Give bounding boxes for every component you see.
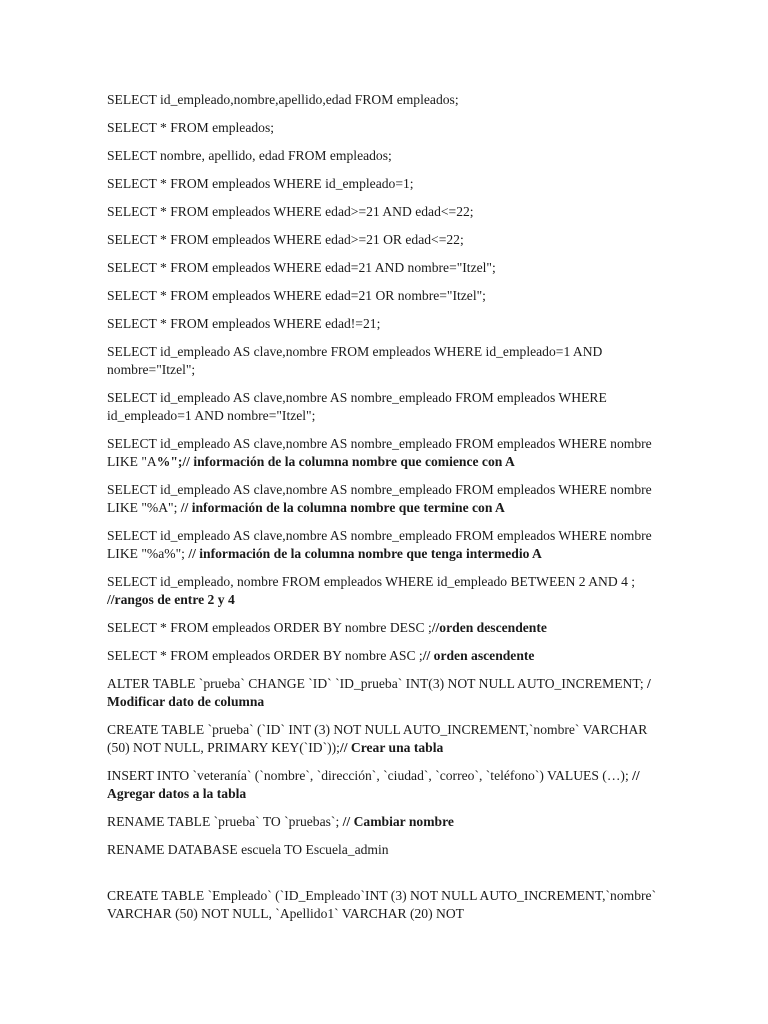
sql-line xyxy=(107,259,667,277)
document-body xyxy=(107,91,667,933)
sql-text: SELECT * FROM empleados WHERE edad!=21; xyxy=(107,316,381,331)
sql-line xyxy=(107,841,667,859)
sql-text: SELECT id_empleado, nombre FROM empleados WHERE id_empleado BETWEEN 2 AND 4 ; xyxy=(107,574,636,589)
sql-line xyxy=(107,813,667,831)
sql-comment: // Cambiar nombre xyxy=(342,814,454,829)
sql-comment: %";// información de la columna nombre que comience con A xyxy=(156,454,515,469)
sql-line xyxy=(107,231,667,249)
sql-line xyxy=(107,887,667,923)
sql-text: RENAME DATABASE escuela TO Escuela_admin xyxy=(107,842,389,857)
sql-line xyxy=(107,147,667,165)
sql-text: SELECT id_empleado,nombre,apellido,edad FROM empleados; xyxy=(107,92,459,107)
sql-text: ALTER TABLE `prueba` CHANGE `ID` `ID_prueba` INT(3) NOT NULL AUTO_INCREMENT; xyxy=(107,676,648,691)
sql-line xyxy=(107,389,667,425)
sql-comment: // Agregar datos a la tabla xyxy=(107,768,640,801)
sql-text: SELECT * FROM empleados WHERE edad>=21 OR edad<=22; xyxy=(107,232,464,247)
sql-line xyxy=(107,435,667,471)
sql-comment: // información de la columna nombre que termine con A xyxy=(180,500,505,515)
sql-line xyxy=(107,343,667,379)
sql-line xyxy=(107,315,667,333)
sql-line xyxy=(107,647,667,665)
sql-line xyxy=(107,675,667,711)
sql-line xyxy=(107,619,667,637)
sql-comment: //rangos de entre 2 y 4 xyxy=(107,592,235,607)
sql-comment: // información de la columna nombre que tenga intermedio A xyxy=(188,546,542,561)
sql-line xyxy=(107,573,667,609)
sql-text: SELECT id_empleado AS clave,nombre AS nombre_empleado FROM empleados WHERE nombre LIKE "%A"; xyxy=(107,482,652,515)
sql-text: SELECT id_empleado AS clave,nombre AS nombre_empleado FROM empleados WHERE nombre LIKE "A xyxy=(107,436,652,469)
sql-text: SELECT id_empleado AS clave,nombre AS nombre_empleado FROM empleados WHERE nombre LIKE "%a%"; xyxy=(107,528,652,561)
sql-comment: / Modificar dato de columna xyxy=(107,676,651,709)
sql-text: RENAME TABLE `prueba` TO `pruebas`; xyxy=(107,814,343,829)
sql-text: SELECT * FROM empleados WHERE edad=21 OR nombre="Itzel"; xyxy=(107,288,486,303)
sql-line xyxy=(107,91,667,109)
sql-line xyxy=(107,203,667,221)
sql-line xyxy=(107,527,667,563)
sql-text: SELECT * FROM empleados WHERE edad>=21 AND edad<=22; xyxy=(107,204,474,219)
sql-comment: // Crear una tabla xyxy=(339,740,444,755)
sql-line xyxy=(107,119,667,137)
sql-text: CREATE TABLE `prueba` (`ID` INT (3) NOT NULL AUTO_INCREMENT,`nombre` VARCHAR (50) NOT NULL, PRIMARY KEY(`ID`)); xyxy=(107,722,648,755)
sql-text: CREATE TABLE `Empleado` (`ID_Empleado`INT (3) NOT NULL AUTO_INCREMENT,`nombre` VARCHAR (50) NOT NULL, `Apellido1` VARCHAR (20) NOT xyxy=(107,888,657,921)
sql-text: SELECT id_empleado AS clave,nombre FROM empleados WHERE id_empleado=1 AND nombre="Itzel"; xyxy=(107,344,603,377)
sql-line xyxy=(107,175,667,193)
sql-line xyxy=(107,721,667,757)
blank-line xyxy=(107,869,667,887)
sql-line xyxy=(107,767,667,803)
sql-text: SELECT * FROM empleados ORDER BY nombre DESC ; xyxy=(107,620,432,635)
sql-line xyxy=(107,481,667,517)
sql-text: SELECT nombre, apellido, edad FROM empleados; xyxy=(107,148,392,163)
sql-comment: // orden ascendente xyxy=(422,648,535,663)
sql-text: SELECT * FROM empleados WHERE id_empleado=1; xyxy=(107,176,414,191)
sql-text: SELECT * FROM empleados; xyxy=(107,120,275,135)
sql-text: SELECT id_empleado AS clave,nombre AS nombre_empleado FROM empleados WHERE id_empleado=1 AND nombre="Itzel"; xyxy=(107,390,607,423)
sql-text: SELECT * FROM empleados ORDER BY nombre ASC ; xyxy=(107,648,423,663)
sql-text: INSERT INTO `veteranía` (`nombre`, `dirección`, `ciudad`, `correo`, `teléfono`) VALUES (…); xyxy=(107,768,633,783)
sql-text: SELECT * FROM empleados WHERE edad=21 AND nombre="Itzel"; xyxy=(107,260,496,275)
sql-comment: //orden descendente xyxy=(431,620,547,635)
sql-line xyxy=(107,287,667,305)
